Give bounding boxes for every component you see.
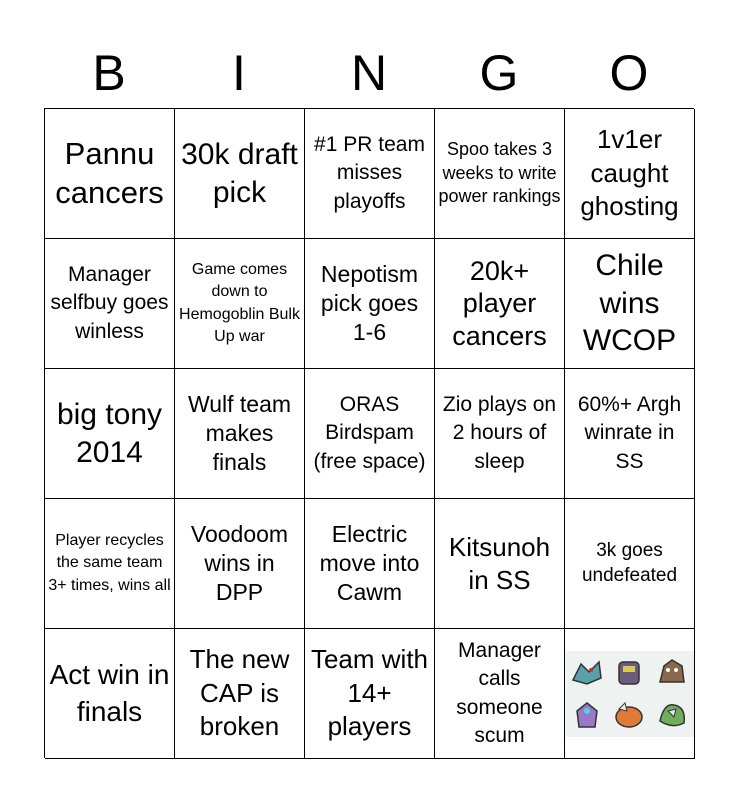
- bingo-header: [44, 38, 694, 108]
- cell-text: Voodoom wins in DPP: [190, 521, 289, 605]
- sprite-icon: [611, 697, 647, 733]
- cell-text: big tony 2014: [56, 398, 163, 469]
- sprite-icon: [654, 654, 690, 690]
- bingo-cell[interactable]: [565, 239, 695, 369]
- cell-text: #1 PR team misses playoffs: [314, 132, 425, 213]
- bingo-grid: [44, 108, 694, 758]
- pokemon-sprites-icon: [566, 651, 694, 737]
- bingo-cell[interactable]: [305, 629, 435, 759]
- cell-text: 1v1er caught ghosting: [580, 123, 679, 222]
- bingo-cell[interactable]: [45, 499, 175, 629]
- bingo-cell[interactable]: [175, 629, 305, 759]
- bingo-cell[interactable]: [45, 109, 175, 239]
- bingo-cell[interactable]: [305, 239, 435, 369]
- cell-text: Chile wins WCOP: [582, 249, 677, 358]
- cell-text: 3k goes undefeated: [581, 539, 678, 586]
- header-letter-i: I: [232, 45, 246, 101]
- cell-text: Electric move into Cawm: [319, 521, 420, 605]
- bingo-cell[interactable]: [305, 499, 435, 629]
- bingo-cell[interactable]: [435, 629, 565, 759]
- header-letter-o: O: [609, 45, 649, 101]
- bingo-cell[interactable]: [175, 109, 305, 239]
- bingo-cell[interactable]: [305, 109, 435, 239]
- cell-text: The new CAP is broken: [189, 643, 290, 742]
- cell-text: 60%+ Argh winrate in SS: [577, 392, 682, 473]
- sprite-icon: [611, 654, 647, 690]
- cell-text: Player recycles the same team 3+ times, wins all: [48, 532, 171, 594]
- sprite-icon: [654, 697, 690, 733]
- bingo-cell-image[interactable]: [565, 629, 695, 759]
- bingo-cell[interactable]: [175, 499, 305, 629]
- cell-text: Wulf team makes finals: [187, 391, 292, 475]
- bingo-cell[interactable]: [565, 369, 695, 499]
- cell-text: Manager selfbuy goes winless: [50, 262, 169, 343]
- sprite-icon: [569, 697, 605, 733]
- cell-text: Zio plays on 2 hours of sleep: [442, 392, 557, 473]
- bingo-cell[interactable]: [45, 629, 175, 759]
- cell-text: Kitsunoh in SS: [448, 532, 551, 595]
- sprite-icon: [569, 654, 605, 690]
- bingo-cell[interactable]: [565, 499, 695, 629]
- bingo-cell[interactable]: [435, 109, 565, 239]
- cell-text: ORAS Birdspam (free space): [313, 392, 426, 473]
- cell-text: 20k+ player cancers: [452, 255, 547, 351]
- header-letter-n: N: [350, 45, 388, 101]
- bingo-cell[interactable]: [435, 369, 565, 499]
- cell-text: Spoo takes 3 weeks to write power rankings: [438, 139, 561, 207]
- bingo-cell[interactable]: [45, 369, 175, 499]
- cell-text: Team with 14+ players: [310, 643, 429, 742]
- bingo-cell[interactable]: [305, 369, 435, 499]
- bingo-cell[interactable]: [175, 369, 305, 499]
- cell-text: 30k draft pick: [181, 138, 298, 209]
- header-letter-b: B: [92, 45, 126, 101]
- bingo-cell[interactable]: [175, 239, 305, 369]
- header-letter-g: G: [479, 45, 519, 101]
- cell-text: Manager calls someone scum: [456, 638, 543, 747]
- bingo-cell[interactable]: [435, 499, 565, 629]
- cell-text: Act win in finals: [49, 659, 170, 727]
- bingo-cell[interactable]: [435, 239, 565, 369]
- cell-text: Nepotism pick goes 1-6: [320, 261, 419, 345]
- cell-text: Pannu cancers: [55, 135, 164, 210]
- cell-text: Game comes down to Hemogoblin Bulk Up war: [179, 261, 300, 345]
- bingo-cell[interactable]: [45, 239, 175, 369]
- bingo-cell[interactable]: [565, 109, 695, 239]
